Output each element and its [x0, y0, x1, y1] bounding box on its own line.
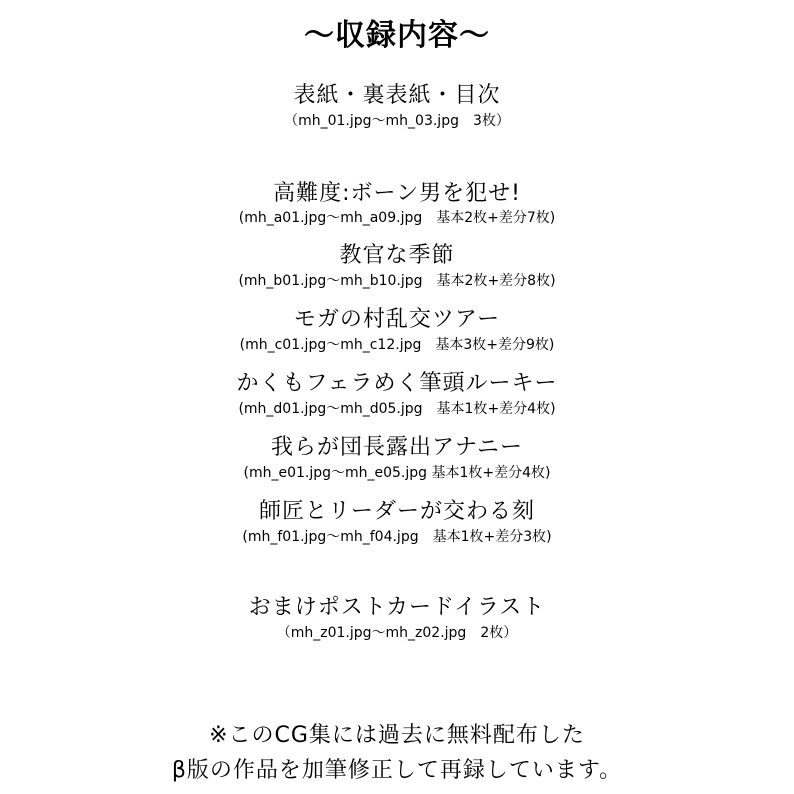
section-title: モガの村乱交ツアー	[293, 307, 501, 332]
section-title: おまけポストカードイラスト	[248, 595, 546, 620]
section-title: 教官な季節	[339, 243, 455, 268]
section-files: (mh_b01.jpg～mh_b10.jpg 基本2枚+差分8枚)	[238, 273, 556, 289]
page-heading: ～収録内容～	[304, 18, 490, 53]
section-files: (mh_f01.jpg～mh_f04.jpg 基本1枚+差分3枚)	[242, 529, 552, 545]
section-files: (mh_d01.jpg～mh_d05.jpg 基本1枚+差分4枚)	[238, 401, 556, 417]
footer-note-line: β版の作品を加筆修正して再録しています。	[171, 758, 623, 783]
section-files: （mh_01.jpg～mh_03.jpg 3枚）	[284, 113, 510, 129]
section-files: (mh_a01.jpg～mh_a09.jpg 基本2枚+差分7枚)	[238, 210, 556, 226]
section-files: (mh_c01.jpg～mh_c12.jpg 基本3枚+差分9枚)	[239, 337, 555, 353]
section-files: (mh_e01.jpg～mh_e05.jpg 基本1枚+差分4枚)	[243, 465, 551, 481]
section-title: 我らが団長露出アナニー	[270, 435, 524, 460]
section-files: （mh_z01.jpg～mh_z02.jpg 2枚）	[276, 625, 518, 641]
section-title: 表紙・裏表紙・目次	[293, 83, 501, 108]
section-title: 師匠とリーダーが交わる刻	[258, 499, 535, 524]
section-title: かくもフェラめく筆頭ルーキー	[236, 371, 558, 396]
section-title: 高難度:ボーン男を犯せ!	[273, 181, 521, 206]
footer-note-line: ※このCG集には過去に無料配布した	[209, 723, 585, 748]
